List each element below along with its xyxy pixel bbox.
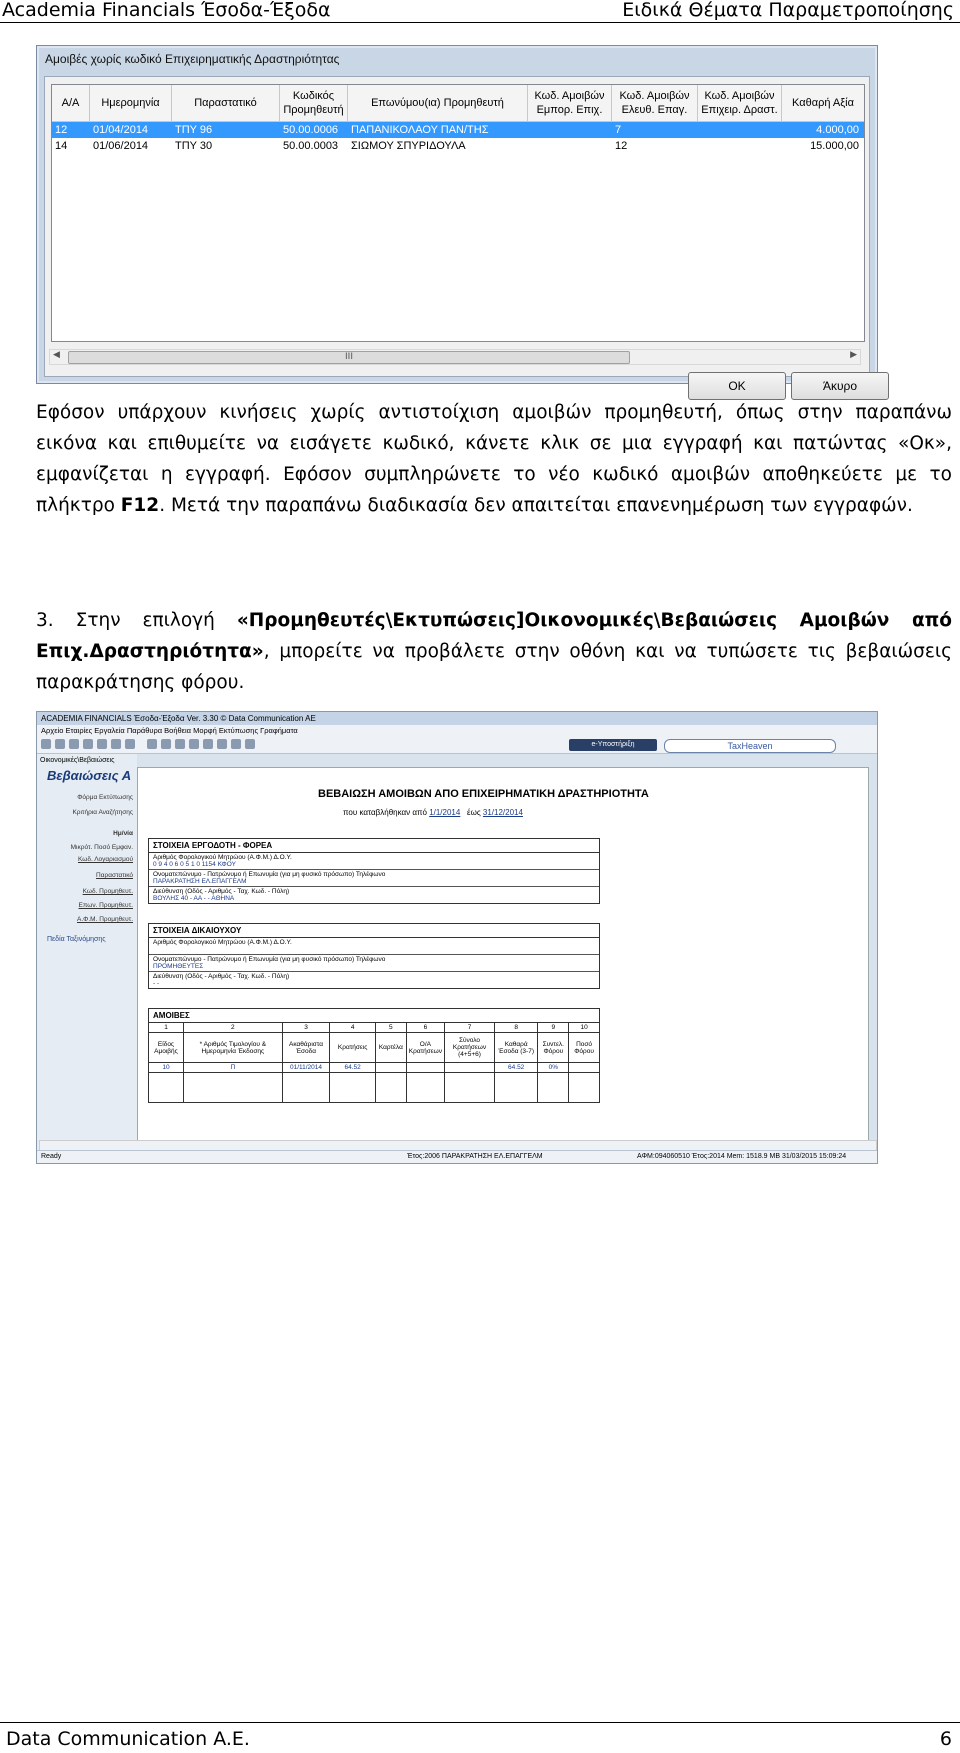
sidebar-item[interactable]: Παραστατικό [96, 872, 133, 879]
sidebar-item[interactable]: Φόρμα Εκτύπωσης [77, 794, 133, 801]
col-header: Ακαθάριστα Έσοδα [282, 1033, 330, 1063]
col-supplier-code[interactable]: Κωδικός Προμηθευτή [280, 85, 348, 121]
app-menu-bar[interactable]: Αρχείο Εταιρίες Εργαλεία Παράθυρα Βοήθεια Μορφή Εκτύπωσης Γραφήματα [37, 725, 877, 736]
period-to: 31/12/2014 [482, 808, 523, 817]
table-row[interactable] [52, 138, 864, 154]
col-header: Συντελ. Φόρου [538, 1033, 569, 1063]
sidebar-title: Οικονομικές\Βεβαιώσεις [40, 757, 115, 764]
toolbar-icon[interactable] [189, 739, 199, 749]
field-label: Ονοματεπώνυμο - Πατρώνυμο ή Επωνυμία (για μη φυσικό πρόσωπο) Τηλέφωνο [153, 956, 386, 963]
scroll-right-icon[interactable]: ▶ [850, 350, 857, 360]
cell: ΤΠΥ 30 [175, 140, 213, 152]
col-net-value[interactable]: Καθαρή Αξία [792, 97, 854, 109]
col-number: 10 [569, 1023, 600, 1033]
cell: 50.00.0006 [283, 124, 339, 136]
col-number: 1 [149, 1023, 184, 1033]
employer-line [149, 870, 599, 887]
cell [698, 122, 782, 138]
cell: 10 [149, 1063, 184, 1073]
col-code-business[interactable]: Κωδ. Αμοιβών Επιχειρ. Δραστ. [698, 85, 782, 121]
col-header: Ποσό Φόρου [569, 1033, 600, 1063]
cell: ΠΑΠΑΝΙΚΟΛΑΟΥ ΠΑΝ/ΤΗΣ [351, 124, 489, 136]
col-header: Κρατήσεις [330, 1033, 376, 1063]
header-right: Ειδικά Θέματα Παραμετροποίησης [622, 0, 954, 21]
toolbar-icon[interactable] [55, 739, 65, 749]
cell [569, 1063, 600, 1073]
cell: 7 [615, 124, 622, 136]
col-header: Καρτέλα [375, 1033, 406, 1063]
toolbar-icon[interactable] [125, 739, 135, 749]
toolbar-icon[interactable] [147, 739, 157, 749]
status-company: Έτος:2006 ΠΑΡΑΚΡΑΤΗΣΗ ΕΛ.ΕΠΑΓΓΕΛΜ [407, 1153, 543, 1160]
page-header [0, 0, 960, 23]
dialog-title: Αμοιβές χωρίς κωδικό Επιχειρηματικής Δραστηριότητας [45, 52, 340, 66]
cancel-button[interactable]: Άκυρο [791, 372, 889, 400]
cell: 64.52 [494, 1063, 537, 1073]
amounts-col-headers [149, 1033, 600, 1063]
toolbar-icon[interactable] [83, 739, 93, 749]
amounts-box [148, 1008, 600, 1022]
field-value: ΠΡΟΜΗΘΕΥΤΕΣ [153, 963, 204, 970]
cell: 01/04/2014 [93, 124, 149, 136]
period-from-label: που καταβλήθηκαν από [343, 808, 427, 817]
certificate-title: ΒΕΒΑΙΩΣΗ ΑΜΟΙΒΩΝ ΑΠΟ ΕΠΙΧΕΙΡΗΜΑΤΙΚΗ ΔΡΑΣΤΗΡΙΟΤΗΤΑ [318, 788, 649, 800]
certificate-preview [137, 767, 869, 1144]
amounts-col-numbers [149, 1023, 600, 1033]
field-value: ΒΟΥΛΗΣ 40 - ΑΑ - - ΑΘΗΝΑ [153, 895, 235, 902]
header-left: Academia Financials Έσοδα-Έξοδα [2, 0, 331, 21]
beneficiary-line [149, 938, 599, 955]
toolbar-icon[interactable] [161, 739, 171, 749]
col-header: Καθαρά Έσοδα (3-7) [494, 1033, 537, 1063]
cell: 01/11/2014 [282, 1063, 330, 1073]
col-number: 7 [445, 1023, 495, 1033]
toolbar-icon[interactable] [203, 739, 213, 749]
field-label: Αριθμός Φορολογικού Μητρώου (Α.Φ.Μ.) Δ.Ο.Υ. [153, 939, 292, 946]
col-header: * Αριθμός Τιμολογίου & Ημερομηνία Έκδοσης [184, 1033, 283, 1063]
cell: 12 [55, 124, 68, 136]
cell [406, 1063, 444, 1073]
scroll-thumb[interactable]: III [68, 351, 630, 364]
fees-grid [51, 84, 865, 342]
grid-header [52, 85, 864, 122]
sidebar-item[interactable]: Επων. Προμηθευτ. [78, 902, 133, 909]
cell: 50.00.0003 [283, 140, 339, 152]
cell: 12 [615, 140, 628, 152]
col-number: 5 [375, 1023, 406, 1033]
paragraph-1-end: . Μετά την παραπάνω διαδικασία δεν απαιτείται επανενημέρωση των εγγραφών. [159, 495, 913, 516]
employer-box [148, 838, 600, 904]
sidebar-item[interactable]: Α.Φ.Μ. Προμηθευτ. [77, 916, 133, 923]
amounts-heading: ΑΜΟΙΒΕΣ [153, 1011, 190, 1020]
status-info: ΑΦΜ:094060510 Έτος:2014 Mem: 1518.9 MB 31/03/2015 15:09:24 [637, 1153, 847, 1160]
field-label: Αριθμός Φορολογικού Μητρώου (Α.Φ.Μ.) Δ.Ο.Υ. [153, 854, 292, 861]
sidebar-heading: Βεβαιώσεις Α [47, 768, 132, 783]
cell: Π [184, 1063, 283, 1073]
sidebar-item[interactable]: Μικρότ. Ποσό Εμφαν. [70, 844, 133, 851]
page-footer [0, 1722, 960, 1750]
field-value: 0 9 4 0 6 0 5 1 0 1154 ΚΦΟΥ [153, 861, 236, 868]
beneficiary-line [149, 955, 599, 972]
col-date[interactable]: Ημερομηνία [90, 85, 172, 121]
toolbar-icon[interactable] [175, 739, 185, 749]
cell [445, 1063, 495, 1073]
certificate-period [343, 808, 523, 817]
cell: 64.52 [330, 1063, 376, 1073]
paragraph-1-text: Εφόσον υπάρχουν κινήσεις χωρίς αντιστοίχιση αμοιβών προμηθευτή, όπως στην παραπάνω εικόνα και επιθυμείτε να εισάγετε κωδικό, κάνετε κλικ σε μια εγγραφή και πατώντας «Οκ», εμφανίζεται η εγγραφή. Εφόσον συμπληρώνετε το νέο κωδικό αμοιβών αποθηκεύετε με το πλήκτρο [36, 402, 952, 516]
paragraph-1 [36, 397, 952, 521]
ok-button[interactable]: OK [688, 372, 786, 400]
taxheaven-search[interactable]: TaxHeaven [664, 739, 836, 753]
field-label: Ονοματεπώνυμο - Πατρώνυμο ή Επωνυμία (για μη φυσικό πρόσωπο) Τηλέφωνο [153, 871, 386, 878]
scroll-left-icon[interactable]: ◀ [53, 350, 60, 360]
col-number: 2 [184, 1023, 283, 1033]
employer-line [149, 853, 599, 870]
app-sidebar [37, 754, 137, 1154]
sidebar-item[interactable]: Κριτήρια Αναζήτησης [72, 809, 133, 816]
status-ready: Ready [41, 1153, 62, 1160]
cell: 4.000,00 [816, 124, 859, 136]
cell [528, 122, 612, 138]
dialog-panel [44, 76, 870, 393]
fees-dialog [36, 45, 878, 393]
field-label: Διεύθυνση (Οδός - Αριθμός - Ταχ. Κωδ. - Πόλη) [153, 973, 290, 980]
toolbar-icon[interactable] [245, 739, 255, 749]
period-from: 1/1/2014 [429, 808, 461, 817]
col-code-commercial[interactable]: Κωδ. Αμοιβών Εμπορ. Επιχ. [528, 85, 612, 121]
col-number: 9 [538, 1023, 569, 1033]
cell: ΤΠΥ 96 [175, 124, 213, 136]
col-number: 6 [406, 1023, 444, 1033]
col-header: Είδος Αμοιβής [149, 1033, 184, 1063]
col-header: Ο/Α Κρατήσεων [406, 1033, 444, 1063]
employer-line [149, 887, 599, 903]
period-to-label: έως [467, 808, 481, 817]
e-support-button[interactable]: e-Υποστήριξη [569, 739, 657, 751]
paragraph-1-key: F12 [120, 495, 160, 516]
cell: 14 [55, 140, 68, 152]
paragraph-2-num: 3. Στην επιλογή [36, 610, 237, 631]
col-header: Σύνολο Κρατήσεων (4+5+6) [445, 1033, 495, 1063]
employer-heading: ΣΤΟΙΧΕΙΑ ΕΡΓΟΔΟΤΗ - ΦΟΡΕΑ [149, 839, 599, 853]
beneficiary-line [149, 972, 599, 988]
table-row [149, 1073, 600, 1103]
col-number: 8 [494, 1023, 537, 1033]
app-status-bar [37, 1150, 877, 1163]
field-label: Διεύθυνση (Οδός - Αριθμός - Ταχ. Κωδ. - Πόλη) [153, 888, 290, 895]
cell [375, 1063, 406, 1073]
beneficiary-heading: ΣΤΟΙΧΕΙΑ ΔΙΚΑΙΟΥΧΟΥ [149, 924, 599, 938]
paragraph-2-menu-path: «Προμηθευτές\Εκτυπώσεις]Οικονομικές\Βεβαιώσεις Αμοιβών από Επιχ.Δραστηριότητα» [36, 610, 952, 662]
sidebar-sort-fields: Πεδία Ταξινόμησης [47, 936, 106, 943]
field-value: - - [153, 980, 160, 987]
col-number: 3 [282, 1023, 330, 1033]
toolbar-icon[interactable] [111, 739, 121, 749]
toolbar-icon[interactable] [97, 739, 107, 749]
col-aa[interactable]: Α/Α [52, 85, 90, 121]
cell [698, 138, 782, 154]
horizontal-scrollbar[interactable] [49, 349, 861, 365]
col-document[interactable]: Παραστατικό [172, 85, 280, 121]
cell: 0% [538, 1063, 569, 1073]
cell: ΣΙΩΜΟΥ ΣΠΥΡΙΔΟΥΛΑ [351, 140, 466, 152]
col-number: 4 [330, 1023, 376, 1033]
table-row[interactable] [52, 122, 864, 138]
footer-company: Data Communication A.E. [6, 1728, 250, 1750]
cell: 01/06/2014 [93, 140, 149, 152]
sidebar-item[interactable]: Κωδ. Προμηθευτ. [82, 888, 133, 895]
cell: 15.000,00 [810, 140, 859, 152]
toolbar-icon[interactable] [231, 739, 241, 749]
paragraph-2-end: , μπορείτε να προβάλετε στην οθόνη και να τυπώσετε τις βεβαιώσεις παρακράτησης φόρου. [36, 641, 952, 693]
sidebar-item[interactable]: Ημ/νία [113, 830, 133, 837]
toolbar-icon[interactable] [217, 739, 227, 749]
toolbar-icon[interactable] [69, 739, 79, 749]
field-value: ΠΑΡΑΚΡΑΤΗΣΗ ΕΛ.ΕΠΑΓΓΕΛΜ [153, 878, 247, 885]
amounts-table [148, 1022, 600, 1103]
table-row [149, 1063, 600, 1073]
sidebar-item[interactable]: Κωδ. Λογαριασμού [78, 856, 133, 863]
page-number: 6 [939, 1728, 952, 1750]
app-screenshot [36, 711, 878, 1164]
toolbar-icon[interactable] [41, 739, 51, 749]
paragraph-2 [36, 605, 952, 698]
cell [528, 138, 612, 154]
col-code-freelance[interactable]: Κωδ. Αμοιβών Ελευθ. Επαγ. [612, 85, 698, 121]
col-supplier-name[interactable]: Επωνύμου(ια) Προμηθευτή [348, 85, 528, 121]
app-title-bar: ACADEMIA FINANCIALS Έσοδα-Έξοδα Ver. 3.30 © Data Communication AE [37, 712, 877, 725]
beneficiary-box [148, 923, 600, 989]
